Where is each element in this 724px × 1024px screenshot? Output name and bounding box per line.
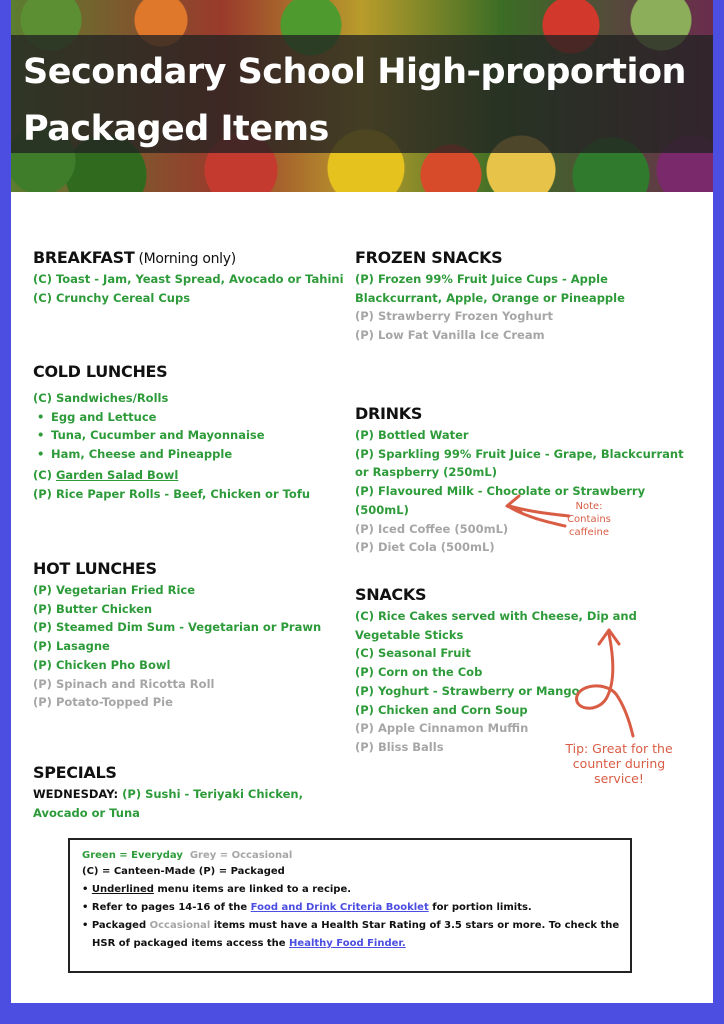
- list-item: • Ham, Cheese and Pineapple: [33, 445, 353, 464]
- hot-lunches-heading: HOT LUNCHES: [33, 559, 157, 578]
- menu-item: WEDNESDAY: (P) Sushi - Teriyaki Chicken, Avocado or Tuna: [33, 787, 303, 820]
- legend-hsr-note: • Packaged Occasional items must have a Health Star Rating of 3.5 stars or more. To check the: [82, 920, 620, 931]
- menu-item-occasional: (P) Bliss Balls: [355, 739, 444, 754]
- menu-item-occasional: (P) Apple Cinnamon Muffin: [355, 721, 529, 736]
- legend-hsr-note-cont: HSR of packaged items access the Healthy Food Finder.: [92, 938, 406, 949]
- menu-item: (P) Sparkling 99% Fruit Juice - Grape, Blackcurrant or Raspberry (250mL): [355, 446, 684, 480]
- menu-item: (P) Frozen 99% Fruit Juice Cups - Apple Blackcurrant, Apple, Orange or Pineapple: [355, 272, 625, 305]
- menu-item: (P) Rice Paper Rolls - Beef, Chicken or Tofu: [33, 486, 311, 501]
- snacks-section: [355, 585, 695, 757]
- frozen-snacks-section: [355, 248, 695, 345]
- list-item: • Egg and Lettuce: [33, 408, 353, 427]
- criteria-booklet-link[interactable]: Food and Drink Criteria Booklet: [250, 902, 429, 913]
- menu-item-occasional: (P) Diet Cola (500mL): [355, 540, 495, 555]
- menu-item: (P) Flavoured Milk - Chocolate or Strawberry (500mL): [355, 484, 646, 517]
- specials-section: [33, 763, 303, 822]
- caffeine-note: Note: Contains caffeine: [567, 501, 611, 538]
- legend-box: [68, 838, 632, 973]
- breakfast-section: [33, 248, 353, 307]
- menu-item: (P) Vegetarian Fried Rice: [33, 583, 196, 597]
- specials-heading: SPECIALS: [33, 763, 117, 782]
- vegetables-banner: [11, 0, 713, 192]
- menu-item: (P) Lasagne: [33, 639, 110, 654]
- cold-lunches-section: [33, 362, 353, 503]
- menu-item: (C) Sandwiches/Rolls: [33, 391, 169, 405]
- menu-item: (P) Corn on the Cob: [355, 665, 483, 680]
- cold-lunches-heading: COLD LUNCHES: [33, 362, 168, 381]
- legend-colors: Green = Everyday Grey = Occasional: [82, 850, 293, 861]
- menu-item-occasional: (P) Spinach and Ricotta Roll: [33, 676, 215, 691]
- menu-item: (P) Butter Chicken: [33, 601, 153, 616]
- list-item: • Tuna, Cucumber and Mayonnaise: [33, 426, 353, 445]
- menu-item-occasional: (P) Strawberry Frozen Yoghurt: [355, 309, 553, 324]
- legend-underline-note: • Underlined menu items are linked to a recipe.: [82, 884, 352, 895]
- menu-page: [11, 0, 713, 1003]
- menu-item: (P) Steamed Dim Sum - Vegetarian or Prawn: [33, 620, 322, 635]
- menu-item: (P) Yoghurt - Strawberry or Mango: [355, 683, 580, 698]
- frozen-snacks-heading: FROZEN SNACKS: [355, 248, 503, 267]
- specials-day: WEDNESDAY:: [33, 787, 119, 801]
- menu-item: (P) Chicken and Corn Soup: [355, 702, 528, 717]
- legend-portion-note: • Refer to pages 14-16 of the Food and Drink Criteria Booklet for portion limits.: [82, 902, 532, 913]
- menu-item: (C) Toast - Jam, Yeast Spread, Avocado or Tahini: [33, 272, 344, 286]
- breakfast-heading: BREAKFAST: [33, 248, 135, 267]
- bottom-border: [0, 1003, 724, 1024]
- breakfast-subheading: (Morning only): [138, 251, 236, 267]
- drinks-heading: DRINKS: [355, 404, 423, 423]
- drinks-section: [355, 404, 695, 557]
- menu-item: (C) Garden Salad Bowl: [33, 467, 179, 482]
- menu-item: (P) Chicken Pho Bowl: [33, 657, 171, 672]
- menu-item-occasional: (P) Iced Coffee (500mL): [355, 521, 509, 536]
- menu-item: (C) Crunchy Cereal Cups: [33, 290, 191, 305]
- menu-item: (C) Rice Cakes served with Cheese, Dip and Vegetable Sticks: [355, 609, 637, 642]
- sandwich-fillings-list: [33, 408, 353, 464]
- menu-item: (P) Bottled Water: [355, 428, 469, 442]
- hot-lunches-section: [33, 559, 353, 712]
- menu-item: (C) Seasonal Fruit: [355, 646, 471, 661]
- snacks-heading: SNACKS: [355, 585, 427, 604]
- legend-codes: (C) = Canteen-Made (P) = Packaged: [82, 866, 285, 877]
- tip-arrow-icon: [561, 624, 641, 744]
- tip-note: Tip: Great for the counter during service!: [565, 741, 673, 786]
- healthy-food-finder-link[interactable]: Healthy Food Finder.: [289, 938, 406, 949]
- menu-item-occasional: (P) Low Fat Vanilla Ice Cream: [355, 328, 545, 343]
- menu-item-occasional: (P) Potato-Topped Pie: [33, 695, 173, 710]
- garden-salad-recipe-link[interactable]: Garden Salad Bowl: [55, 467, 179, 482]
- page-title: Secondary School High-proportion Packaged Items: [23, 52, 686, 149]
